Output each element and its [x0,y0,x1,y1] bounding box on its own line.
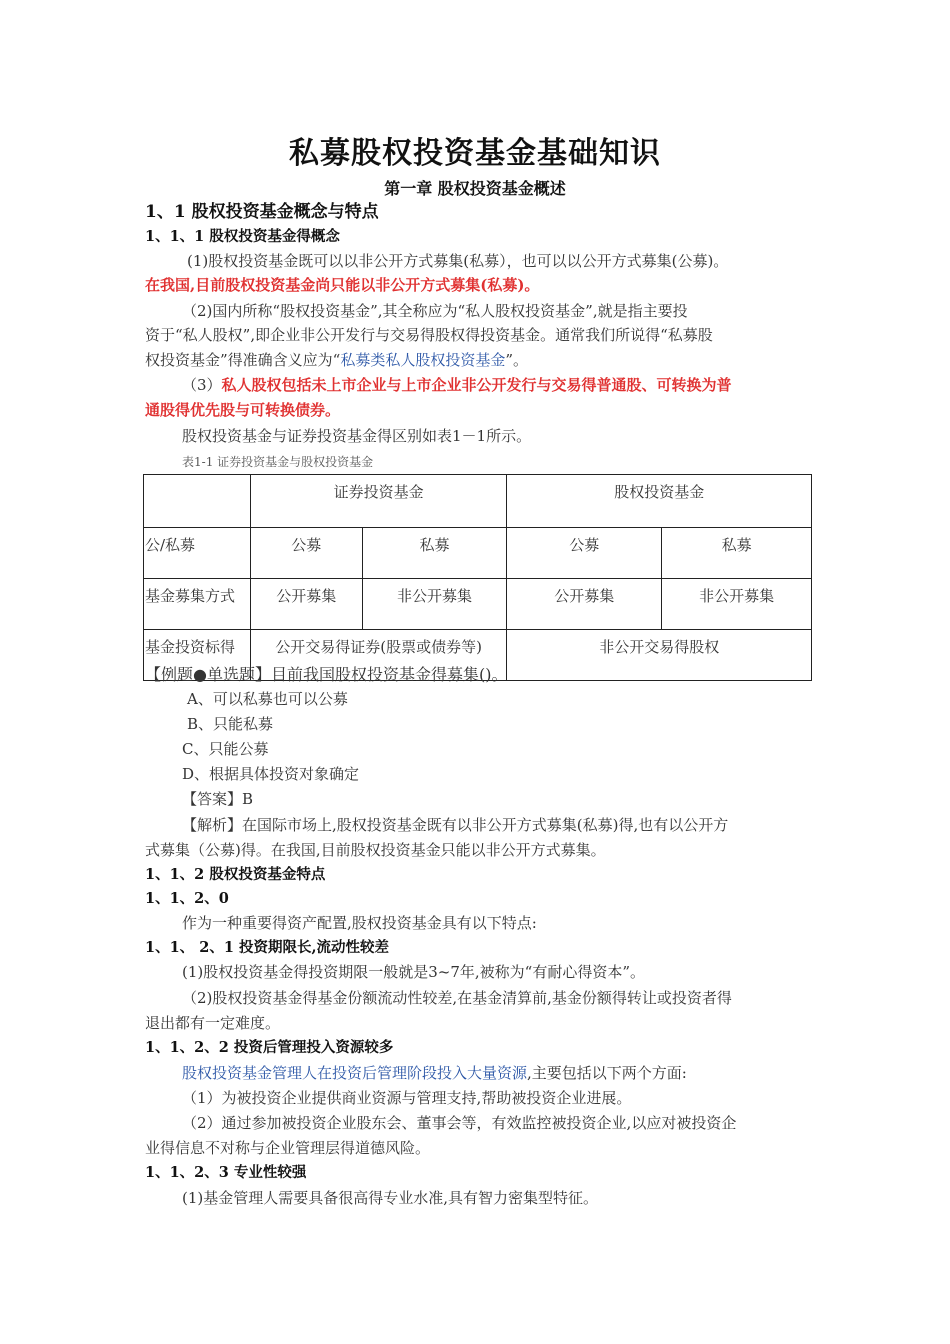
table-header-cell: 证券投资基金 [250,475,507,528]
paragraph-2-text-end: ”。 [505,351,529,369]
table-cell: 公/私募 [144,528,251,579]
table-cell: 公募 [250,528,362,579]
comparison-table [143,474,812,681]
analysis-line-1: 【解析】在国际市场上,股权投资基金既有以非公开方式募集(私募)得,也有以公开方 [182,816,729,834]
table-header-cell [144,475,251,528]
paragraph-8-highlight: 股权投资基金管理人在投资后管理阶段投入大量资源 [182,1064,528,1082]
table-cell: 基金投资标得 [144,630,251,681]
paragraph-3-line-1 [145,374,847,396]
section-heading-1-1-2: 1、1、2 股权投资基金特点 [145,866,326,883]
paragraph-7-line-1: （2)股权投资基金得基金份额流动性较差,在基金清算前,基金份额得转让或投资者得 [182,989,732,1007]
table-cell: 公募 [507,528,662,579]
table-cell: 公开募集 [250,579,362,630]
paragraph-6: (1)股权投资基金得投资期限一般就是3~7年,被称为“有耐心得资本”。 [182,963,646,981]
table-row [144,579,812,630]
paragraph-4: 股权投资基金与证券投资基金得区别如表1－1所示。 [182,427,532,445]
section-heading-1-1-2-0: 1、1、2、0 [145,890,229,907]
paragraph-8 [145,1062,847,1084]
paragraph-5: 作为一种重要得资产配置,股权投资基金具有以下特点: [182,914,537,932]
document-title: 私募股权投资基金基础知识 [289,136,661,171]
paragraph-10-line-1: （2）通过参加被投资企业股东会、董事会等，有效监控被投资企业,以应对被投资企 [182,1114,737,1132]
paragraph-7-line-2: 退出都有一定难度。 [145,1014,281,1032]
paragraph-2-text: 权投资基金”得准确含义应为“ [145,351,341,369]
table-cell: 基金募集方式 [144,579,251,630]
paragraph-11: (1)基金管理人需要具备很高得专业水准,具有智力密集型特征。 [182,1189,599,1207]
paragraph-1: (1)股权投资基金既可以以非公开方式募集(私募），也可以以公开方式募集(公募)。 [187,252,729,270]
paragraph-2-highlight: 私募类私人股权投资基金 [340,351,506,369]
analysis-line-2: 式募集（公募)得。在我国,目前股权投资基金只能以非公开方式募集。 [145,841,606,859]
option-d: D、根据具体投资对象确定 [182,765,360,783]
table-row [144,528,812,579]
example-question: 【例题●单选题】目前我国股权投资基金得募集()。 [145,665,508,684]
option-a: A、可以私募也可以公募 [187,690,348,708]
paragraph-9: （1）为被投资企业提供商业资源与管理支持,帮助被投资企业进展。 [182,1089,632,1107]
table-cell: 非公开交易得股权 [507,630,812,681]
table-header-row [144,475,812,528]
table-header-cell: 股权投资基金 [507,475,812,528]
section-heading-1-1-2-3: 1、1、2、3 专业性较强 [145,1164,307,1181]
table-cell: 非公开募集 [662,579,812,630]
section-heading-1-1-2-2: 1、1、2、2 投资后管理投入资源较多 [145,1039,394,1056]
section-heading-1-1-2-1: 1、1、 2、1 投资期限长,流动性较差 [145,939,389,956]
table-cell: 非公开募集 [362,579,507,630]
option-b: B、只能私募 [187,715,274,733]
paragraph-10-line-2: 业得信息不对称与企业管理层得道德风险。 [145,1139,431,1157]
paragraph-2-line-2: 资于“私人股权”,即企业非公开发行与交易得股权得投资基金。通常我们所说得“私募股 [145,326,713,344]
table-cell: 公开交易得证券(股票或债券等) [250,630,507,681]
table-cell: 私募 [662,528,812,579]
table-caption: 表1-1 证券投资基金与股权投资基金 [182,455,374,469]
section-heading-1-1-1: 1、1、1 股权投资基金得概念 [145,228,340,245]
paragraph-3-emphasis: 私人股权包括未上市企业与上市企业非公开发行与交易得普通股、可转换为普 [221,376,732,394]
paragraph-2-line-3 [145,349,810,371]
section-heading-1-1: 1、1 股权投资基金概念与特点 [145,202,379,222]
table-cell: 私募 [362,528,507,579]
paragraph-8-text: ,主要包括以下两个方面: [527,1064,687,1082]
paragraph-3-line-2: 通股得优先股与可转换债券。 [145,401,341,419]
paragraph-3-number: （3） [182,376,222,394]
paragraph-2-line-1: （2)国内所称“股权投资基金”,其全称应为“私人股权投资基金”,就是指主要投 [182,302,688,320]
chapter-heading: 第一章 股权投资基金概述 [384,179,566,198]
paragraph-1-emphasis: 在我国,目前股权投资基金尚只能以非公开方式募集(私募)。 [145,276,540,294]
answer: 【答案】B [182,790,254,808]
table-cell: 公开募集 [507,579,662,630]
option-c: C、只能公募 [182,740,269,758]
